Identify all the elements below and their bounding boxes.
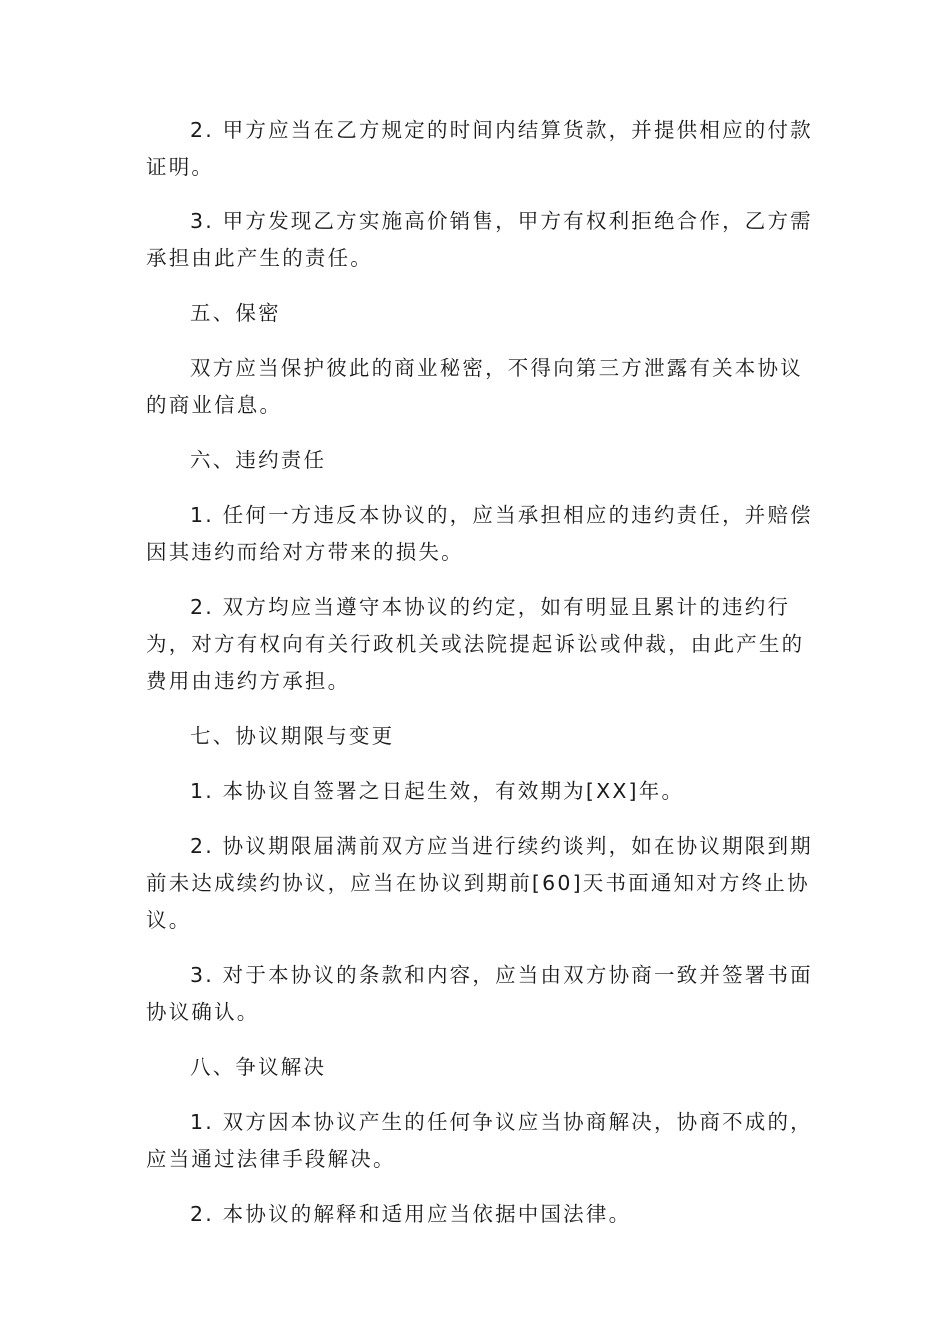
section-heading-confidentiality: 五、保密	[190, 301, 281, 325]
clause-payment-proof: 2. 甲方应当在乙方规定的时间内结算货款，并提供相应的付款证明。	[146, 118, 813, 179]
clause-renewal: 2. 协议期限届满前双方应当进行续约谈判，如在协议期限到期前未达成续约协议，应当在协议到期前[60]天书面通知对方终止协议。	[146, 834, 813, 932]
clause-dispute-resolution: 1. 双方因本协议产生的任何争议应当协商解决，协商不成的，应当通过法律手段解决。	[146, 1110, 813, 1171]
section-heading-dispute: 八、争议解决	[190, 1055, 327, 1079]
clause-amendment: 3. 对于本协议的条款和内容，应当由双方协商一致并签署书面协议确认。	[146, 963, 813, 1024]
clause-confidentiality: 双方应当保护彼此的商业秘密，不得向第三方泄露有关本协议的商业信息。	[146, 356, 803, 417]
clause-effective-term: 1. 本协议自签署之日起生效，有效期为[XX]年。	[190, 779, 685, 803]
clause-governing-law: 2. 本协议的解释和适用应当依据中国法律。	[190, 1202, 632, 1226]
section-heading-term: 七、协议期限与变更	[190, 724, 395, 748]
clause-high-price-sales: 3. 甲方发现乙方实施高价销售，甲方有权利拒绝合作，乙方需承担由此产生的责任。	[146, 209, 813, 270]
section-heading-breach: 六、违约责任	[190, 448, 327, 472]
clause-breach-litigation: 2. 双方均应当遵守本协议的约定，如有明显且累计的违约行为，对方有权向有关行政机关或法院提起诉讼或仲裁，由此产生的费用由违约方承担。	[146, 595, 805, 693]
clause-breach-liability: 1. 任何一方违反本协议的，应当承担相应的违约责任，并赔偿因其违约而给对方带来的损失。	[146, 503, 813, 564]
